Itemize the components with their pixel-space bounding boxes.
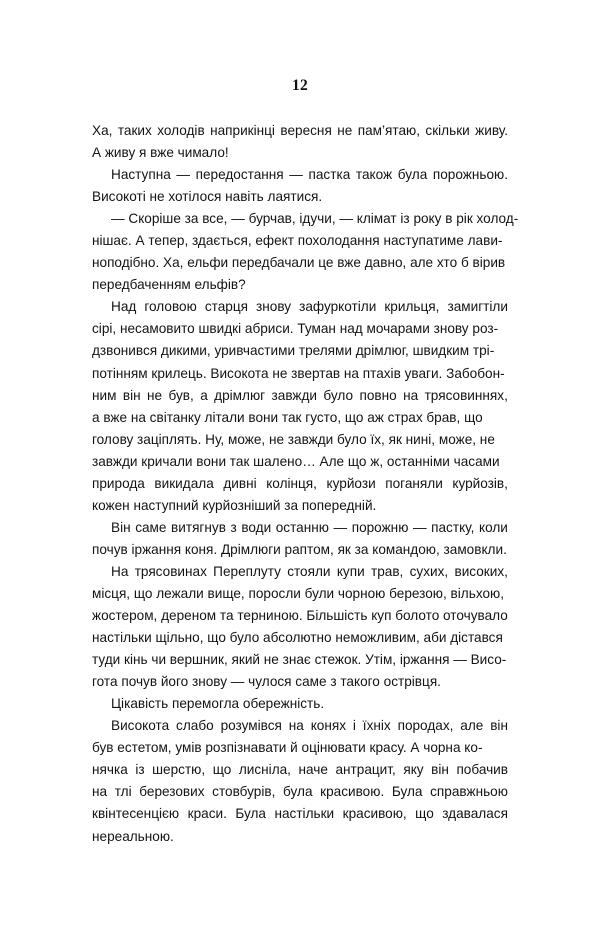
line-word: березових — [139, 784, 205, 800]
line-word: красивою, — [342, 806, 407, 822]
line-word: Він — [111, 519, 131, 535]
line-word: завжди — [271, 387, 318, 403]
line-word: було — [323, 387, 354, 403]
line-word: стовбурів, — [212, 784, 276, 800]
line-word: Високота — [111, 718, 170, 734]
line-word: скільки — [425, 123, 470, 138]
paragraph — [92, 164, 508, 208]
line-word: а — [200, 387, 208, 403]
paragraph — [92, 120, 508, 164]
line-word: води — [241, 519, 272, 535]
text-line: жостером, дереном та терниною. Більшість куп болото оточувало — [92, 608, 508, 624]
line-word: живу. — [475, 123, 508, 138]
page-number: 12 — [291, 77, 309, 94]
line-word: холодів — [157, 123, 205, 138]
line-word: ним — [92, 387, 117, 403]
line-word: красивою. — [320, 784, 385, 800]
line-word: курйозів, — [452, 475, 508, 491]
line-word: поганяли — [385, 475, 443, 491]
line-word: коли — [478, 519, 508, 535]
line-word: дивні — [223, 475, 257, 491]
line-word: Ха, — [92, 123, 113, 138]
line-word: Переплуту — [213, 563, 281, 579]
line-word: На — [111, 563, 129, 579]
line-word: Наступна — [111, 167, 171, 183]
line-word: пам’ятаю, — [357, 123, 420, 138]
line-word: пастка — [308, 167, 351, 183]
line-word: але — [460, 718, 484, 734]
line-word: він — [122, 387, 141, 403]
line-word: Була — [391, 784, 423, 800]
text-line — [92, 164, 508, 186]
line-word: він — [431, 762, 449, 778]
line-word: антрацит, — [335, 762, 396, 778]
text-line: — Скоріше за все, — бурчав, ідучи, — клімат із року в рік холод- — [111, 211, 519, 227]
text-line — [92, 120, 508, 142]
line-word: вересня — [280, 123, 332, 138]
line-word: Над — [111, 299, 137, 315]
line-word: шерстю, — [152, 762, 206, 778]
text-line: почув іржання коня. Дрімлюги раптом, як за командою, замовкли. — [92, 541, 507, 557]
line-word: також — [355, 167, 393, 183]
line-word: тлі — [114, 784, 132, 800]
line-word: була — [397, 167, 428, 183]
line-word: що — [212, 762, 232, 778]
text-line: нішає. А тепер, здається, ефект похолодання наступатиме лави- — [92, 233, 503, 249]
text-line: дзвонився дикими, уривчастими трелями дрімлюг, швидким трі- — [92, 343, 495, 359]
line-word: стояли — [287, 563, 331, 579]
line-word: порожню — [351, 519, 409, 535]
text-line: а вже на світанку літали вони так густо, що аж страх брав, що — [92, 409, 483, 425]
line-word: саме — [135, 519, 167, 535]
line-word: — — [333, 519, 348, 535]
text-line — [92, 803, 508, 825]
text-line — [92, 473, 508, 495]
line-word: на — [92, 784, 108, 800]
line-word: слабо — [176, 718, 214, 734]
line-word: — — [412, 519, 427, 535]
text-line — [92, 385, 508, 407]
text-line — [92, 759, 508, 781]
text-line — [92, 296, 508, 318]
line-word: повно — [359, 387, 397, 403]
text-line: кожен наступний курйозніший за попередній. — [92, 497, 377, 513]
text-line — [92, 715, 508, 737]
paragraph — [92, 296, 508, 516]
line-word: на — [288, 718, 304, 734]
paragraph — [92, 561, 508, 693]
line-word: трав, — [370, 563, 404, 579]
line-word: що — [415, 806, 434, 822]
line-word: природа — [92, 475, 145, 491]
line-word: на — [403, 387, 419, 403]
line-word: квінтесенцією — [92, 806, 180, 822]
text-line: туди кінь чи вершник, який не знає стежок. Утім, іржання — Висо- — [92, 652, 507, 668]
line-word: він — [490, 718, 508, 734]
line-word: із — [135, 762, 145, 778]
line-word: яку — [403, 762, 424, 778]
text-line: настільки щільно, що було абсолютно неможливим, аби дістався — [92, 630, 503, 646]
text-line: сірі, несамовито швидкі абриси. Туман над мочарами знову роз- — [92, 321, 499, 337]
line-word: передостання — [195, 167, 284, 183]
line-word: була — [283, 784, 313, 800]
line-word: замигтіли — [447, 299, 508, 315]
paragraph — [92, 517, 508, 561]
text-line: А живу я вже чимало! — [92, 145, 229, 161]
line-word: був, — [168, 387, 194, 403]
line-word: високих, — [454, 563, 508, 579]
line-word: крильця, — [384, 299, 440, 315]
line-word: витягнув — [171, 519, 226, 535]
page-text-block — [92, 120, 519, 848]
line-word: настільки — [274, 806, 335, 822]
paragraph — [92, 715, 508, 847]
text-line: місця, що лежали вище, поросли були чорною березою, вільхою, — [92, 585, 504, 601]
text-line: потінням крилець. Високота не звертав на птахів уваги. Забобон- — [92, 365, 505, 381]
line-word: колінця, — [266, 475, 317, 491]
line-word: порожньою. — [432, 167, 508, 183]
text-line: Високоті не хотілося навіть лаятися. — [92, 189, 323, 205]
line-word: і — [352, 718, 356, 734]
line-word: головою — [144, 299, 197, 315]
text-line — [92, 781, 508, 803]
text-line: передбаченням ельфів? — [92, 277, 246, 293]
line-word: справжньою — [430, 784, 508, 800]
line-word: знову — [256, 299, 292, 315]
line-word: трясовиннях, — [424, 387, 508, 403]
line-word: Була — [235, 806, 266, 822]
text-line: голову заціплять. Ну, може, не завжди було їх, як нині, може, не — [92, 431, 495, 447]
line-word: з — [230, 519, 237, 535]
line-word: наче — [298, 762, 328, 778]
text-line: завжди кричали вони так шалено… Але що ж, останніми часами — [92, 453, 500, 469]
line-word: наприкінці — [210, 123, 275, 138]
text-line — [92, 517, 508, 539]
line-word: породах, — [397, 718, 454, 734]
line-word: розумівся — [220, 718, 282, 734]
line-word: лисніла, — [238, 762, 291, 778]
line-word: трясовинах — [134, 563, 207, 579]
line-word: дрімлюг — [214, 387, 266, 403]
text-line: гота почув його знову — чулося саме з такого острівця. — [92, 674, 441, 690]
line-word: пастку, — [431, 519, 475, 535]
text-line: ноподібно. Ха, ельфи передбачали це вже давно, але хто б вірив — [92, 255, 506, 271]
line-word: краси. — [187, 806, 227, 822]
line-word: купи — [336, 563, 365, 579]
text-line: нереальною. — [92, 828, 174, 844]
text-line: Цікавість перемогла обережність. — [111, 696, 325, 712]
text-line: був естетом, умів розпізнавати й оцінювати красу. А чорна ко- — [92, 740, 483, 756]
line-word: курйози — [326, 475, 376, 491]
line-word: старця — [204, 299, 248, 315]
line-word: побачив — [456, 762, 508, 778]
line-word: викидала — [154, 475, 214, 491]
paragraph — [92, 208, 519, 296]
line-word: останню — [275, 519, 329, 535]
line-word: сухих, — [409, 563, 449, 579]
text-line — [92, 561, 508, 583]
line-word: їхніх — [362, 718, 391, 734]
line-word: зафуркотіли — [299, 299, 377, 315]
line-word: нячка — [92, 762, 128, 778]
line-word: — — [289, 167, 303, 183]
line-word: здавалася — [442, 806, 508, 822]
line-word: не — [337, 123, 353, 138]
line-word: не — [147, 387, 163, 403]
line-word: конях — [310, 718, 347, 734]
line-word: — — [176, 167, 190, 183]
line-word: таких — [117, 123, 152, 138]
paragraph — [92, 693, 508, 715]
